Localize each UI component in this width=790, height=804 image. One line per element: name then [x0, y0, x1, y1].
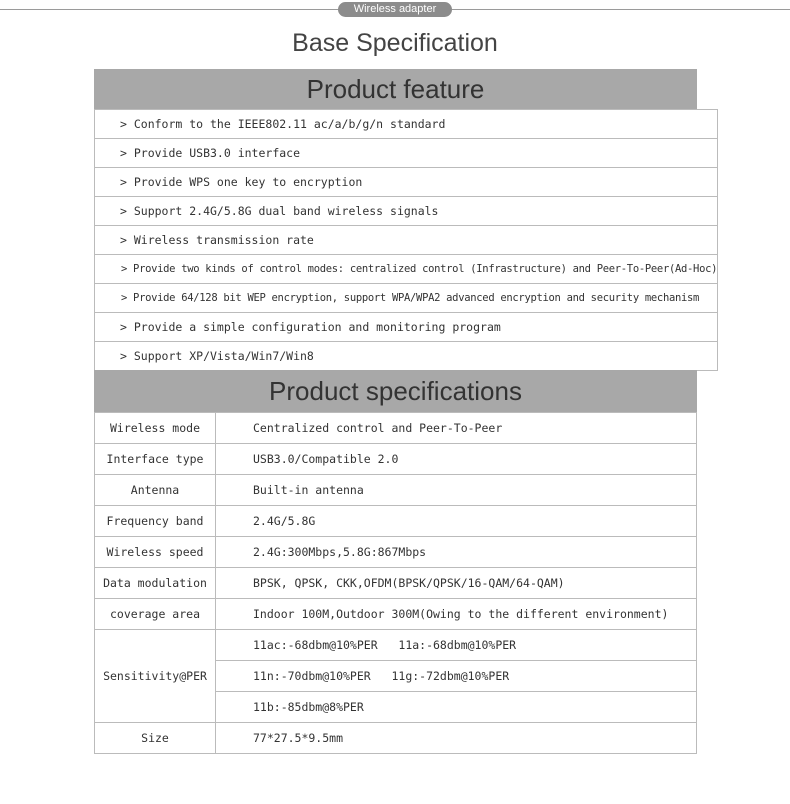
spec-label: Interface type — [95, 444, 216, 475]
spec-value: Indoor 100M,Outdoor 300M(Owing to the different environment) — [216, 599, 697, 630]
feature-item: > Provide a simple configuration and monitoring program — [95, 313, 718, 342]
spec-heading: Product specifications — [94, 370, 697, 412]
sensitivity-value: 11ac:-68dbm@10%PER 11a:-68dbm@10%PER — [216, 630, 697, 661]
header-divider-left — [0, 9, 338, 10]
spec-value: USB3.0/Compatible 2.0 — [216, 444, 697, 475]
feature-item: > Support XP/Vista/Win7/Win8 — [95, 342, 718, 371]
table-row — [95, 568, 697, 599]
spec-label: Size — [95, 723, 216, 754]
spec-label: Antenna — [95, 475, 216, 506]
table-row — [95, 475, 697, 506]
sensitivity-value: 11b:-85dbm@8%PER — [216, 692, 697, 723]
spec-label: Sensitivity@PER — [95, 630, 216, 723]
sensitivity-value: 11n:-70dbm@10%PER 11g:-72dbm@10%PER — [216, 661, 697, 692]
page-title: Base Specification — [292, 29, 498, 57]
feature-item: > Provide 64/128 bit WEP encryption, support WPA/WPA2 advanced encryption and security mechanism — [95, 284, 718, 313]
feature-list — [94, 109, 718, 371]
spec-value: 2.4G:300Mbps,5.8G:867Mbps — [216, 537, 697, 568]
feature-heading: Product feature — [94, 69, 697, 109]
table-row — [95, 723, 697, 754]
table-row — [95, 506, 697, 537]
spec-table — [94, 412, 697, 754]
header-divider-right — [452, 9, 790, 10]
spec-value: BPSK, QPSK, CKK,OFDM(BPSK/QPSK/16-QAM/64-QAM) — [216, 568, 697, 599]
spec-label: Wireless mode — [95, 413, 216, 444]
spec-value: 77*27.5*9.5mm — [216, 723, 697, 754]
spec-label: Data modulation — [95, 568, 216, 599]
spec-label: Wireless speed — [95, 537, 216, 568]
feature-item: > Support 2.4G/5.8G dual band wireless signals — [95, 197, 718, 226]
feature-item: > Wireless transmission rate — [95, 226, 718, 255]
table-row — [95, 537, 697, 568]
category-tag: Wireless adapter — [338, 2, 452, 17]
feature-item: > Provide WPS one key to encryption — [95, 168, 718, 197]
table-row — [95, 599, 697, 630]
table-row — [95, 444, 697, 475]
feature-item: > Conform to the IEEE802.11 ac/a/b/g/n standard — [95, 110, 718, 139]
feature-item: > Provide USB3.0 interface — [95, 139, 718, 168]
feature-item: > Provide two kinds of control modes: centralized control (Infrastructure) and Peer-To-Peer(Ad-Hoc) — [95, 255, 718, 284]
spec-value: Centralized control and Peer-To-Peer — [216, 413, 697, 444]
spec-value: Built-in antenna — [216, 475, 697, 506]
table-row — [95, 413, 697, 444]
table-row — [95, 630, 697, 661]
spec-label: coverage area — [95, 599, 216, 630]
spec-label: Frequency band — [95, 506, 216, 537]
spec-value: 2.4G/5.8G — [216, 506, 697, 537]
